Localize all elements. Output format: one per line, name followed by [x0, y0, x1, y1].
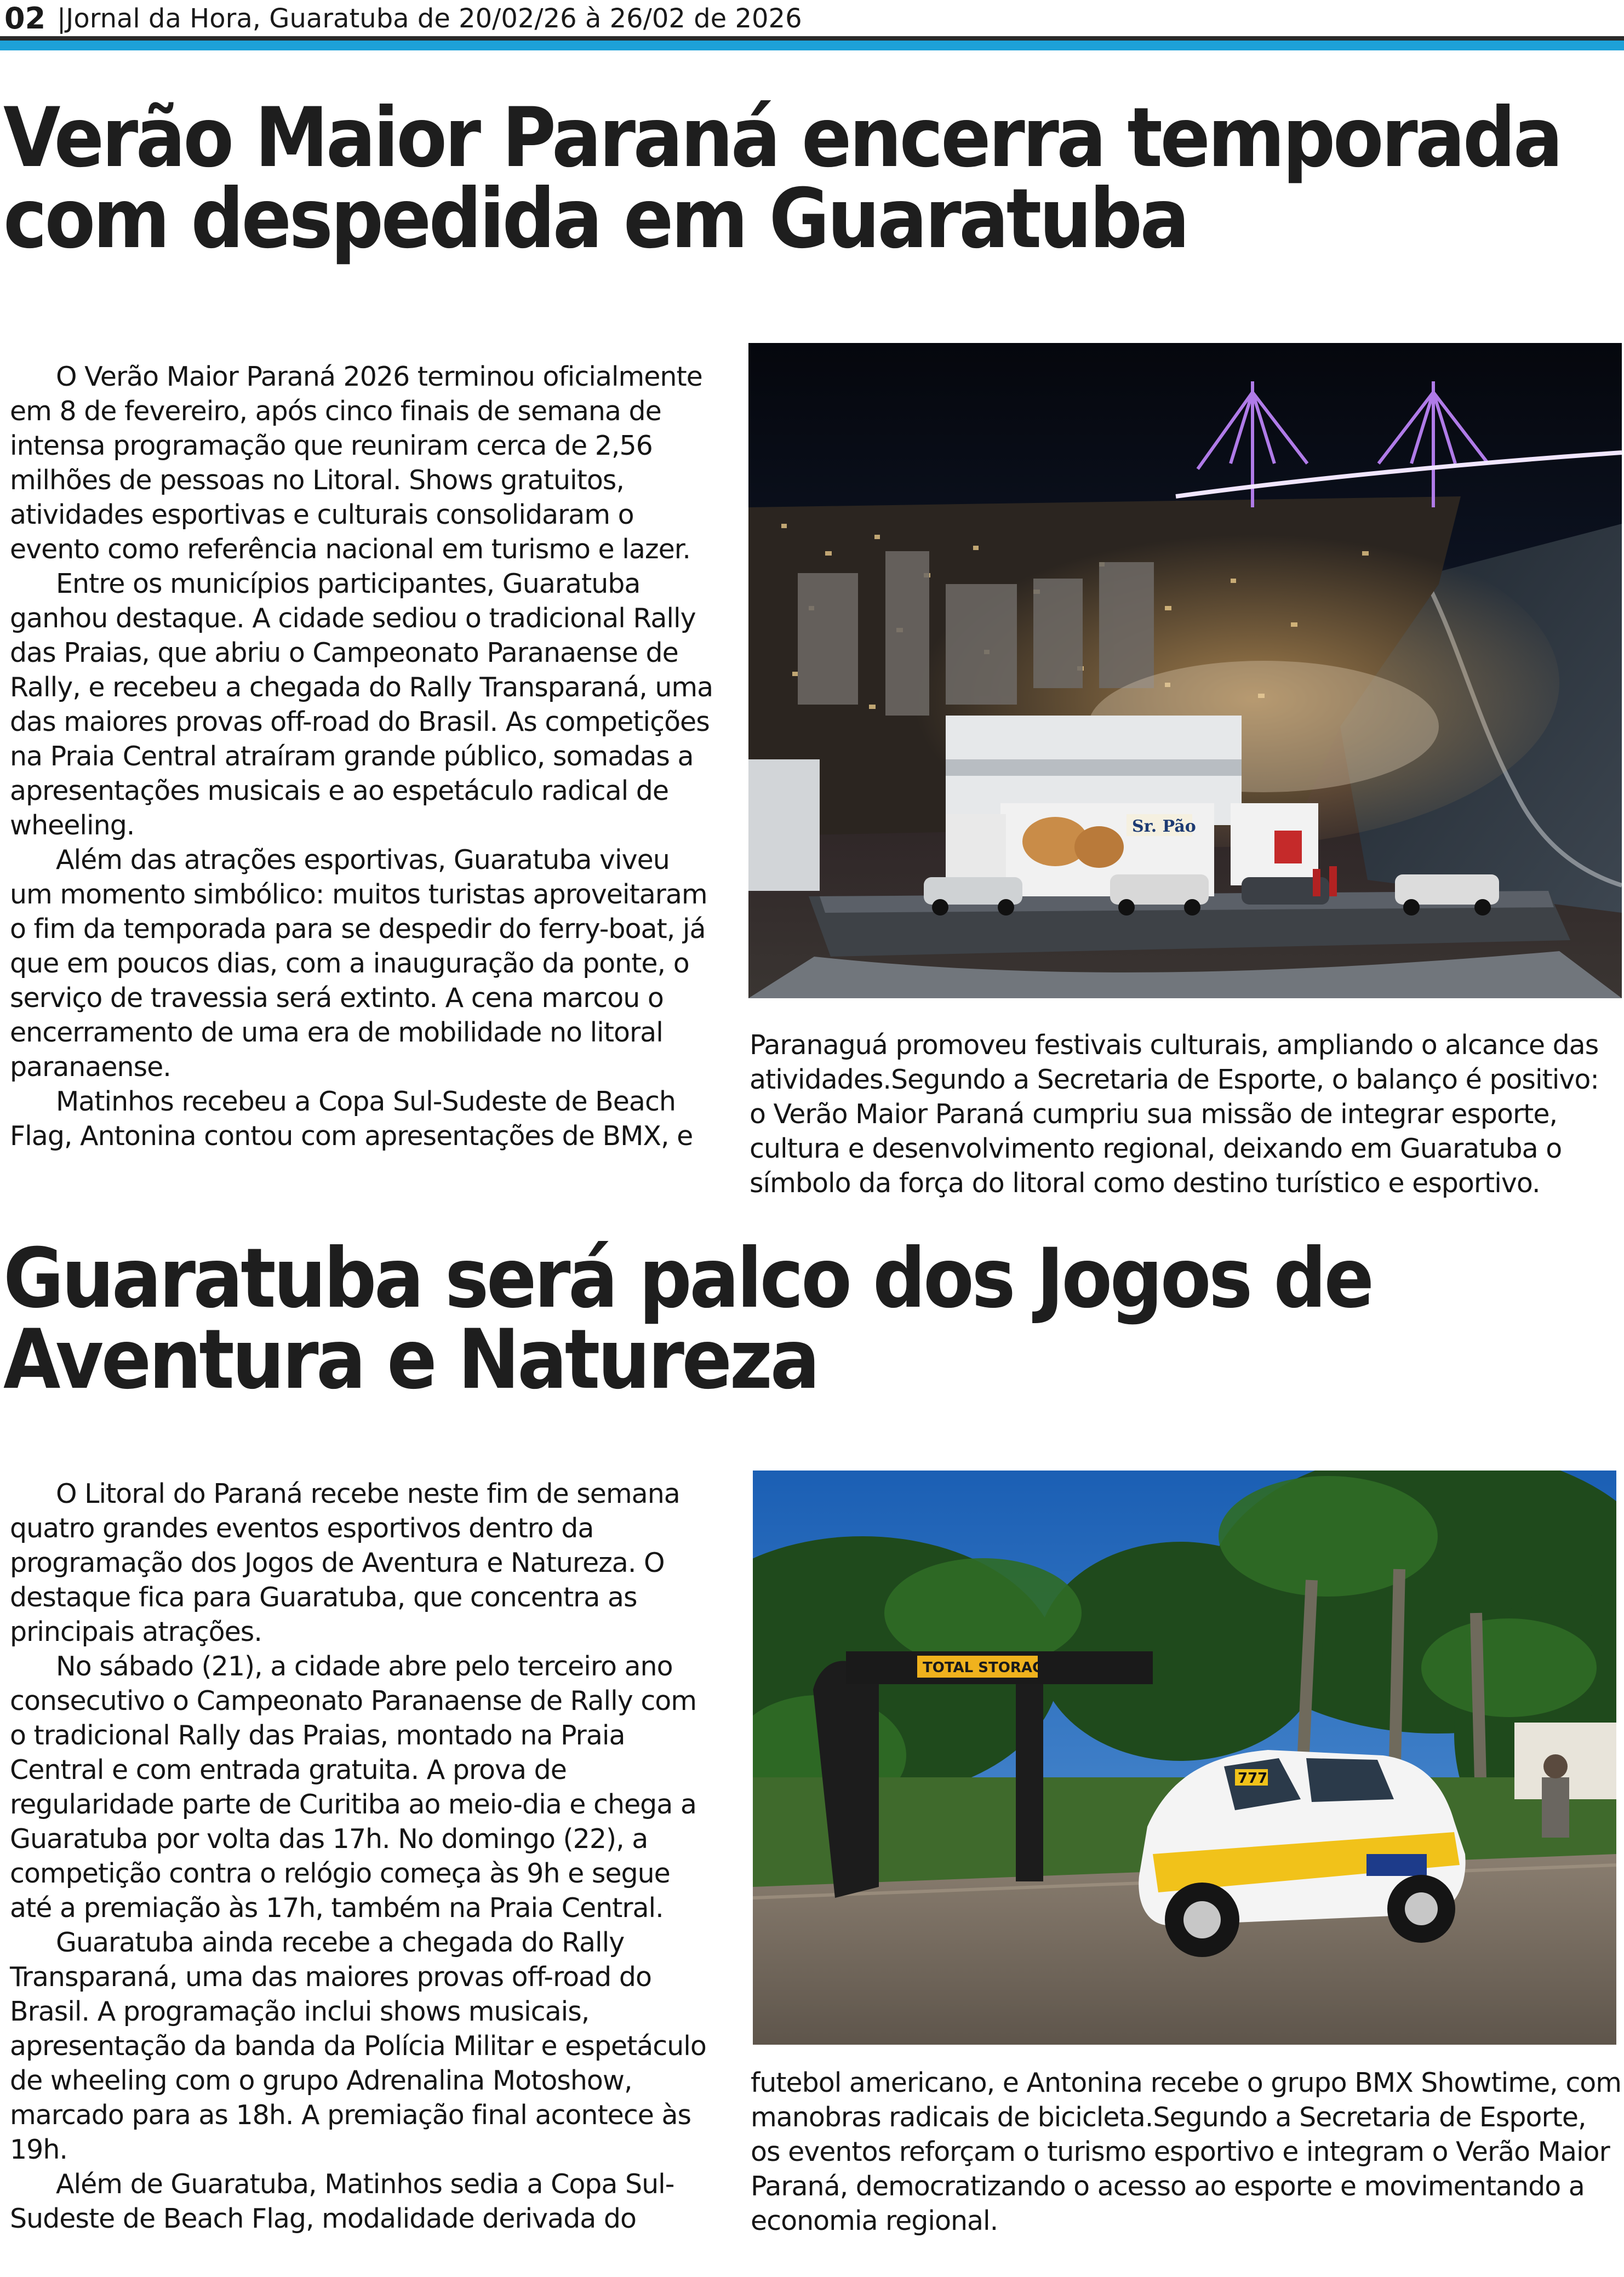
- article2-paragraph: Além de Guaratuba, Matinhos sedia a Copa Sul-Sudeste de Beach Flag, modalidade derivada do: [10, 2169, 674, 2234]
- article1-paragraph-right: Paranaguá promoveu festivais culturais, ampliando o alcance das atividades.Segundo a Secretaria de Esporte, o balanço é positivo: o Verão Maior Paraná cumpriu sua missão de integrar esporte, cultura e desenvolvimento regional, deixando em Guaratuba o símbolo da força do litoral como destino turístico e esportivo.: [750, 1029, 1599, 1199]
- article1-headline-line1: Verão Maior Paraná encerra temporada: [3, 90, 1561, 186]
- page-header: [0, 0, 1624, 50]
- article1-body-left: [10, 359, 717, 1153]
- article1-paragraph: Entre os municípios participantes, Guaratuba ganhou destaque. A cidade sediou o tradicional Rally das Praias, que abriu o Campeonato Paranaense de Rally, e recebeu a chegada do Rally Transparaná, uma das maiores provas off-road do Brasil. As competições na Praia Central atraíram grande público, somadas a apresentações musicais e ao espetáculo radical de wheeling.: [10, 568, 713, 841]
- photo1-sign-text: Sr. Pão: [1132, 817, 1196, 836]
- article1-headline: [3, 90, 1561, 267]
- article2-headline: [3, 1231, 1372, 1408]
- page-number: 02: [4, 1, 46, 36]
- article2-paragraph: O Litoral do Paraná recebe neste fim de semana quatro grandes eventos esportivos dentro da programação dos Jogos de Aventura e Natureza. O destaque fica para Guaratuba, que concentra as principais atrações.: [10, 1478, 680, 1647]
- article1-photo-night-city-ferry: [748, 343, 1622, 998]
- header-rule-dark: [0, 36, 1624, 41]
- article1-paragraph: Matinhos recebeu a Copa Sul-Sudeste de Beach Flag, Antonina contou com apresentações de BMX, e: [10, 1086, 693, 1152]
- photo2-banner-text: TOTAL STORAGE: [923, 1660, 1054, 1676]
- issue-line: |Jornal da Hora, Guaratuba de 20/02/26 à 26/02 de 2026: [57, 3, 802, 34]
- article2-body-right: [751, 2066, 1622, 2238]
- article2-photo-rally-car: [753, 1471, 1616, 2045]
- article1-paragraph: Além das atrações esportivas, Guaratuba viveu um momento simbólico: muitos turistas aproveitaram o fim da temporada para se despedir do ferry-boat, já que em poucos dias, com a inauguração da ponte, o serviço de travessia será extinto. A cena marcou o encerramento de uma era de mobilidade no litoral paranaense.: [10, 844, 707, 1083]
- article2-paragraph: Guaratuba ainda recebe a chegada do Rally Transparaná, uma das maiores provas off-road do Brasil. A programação inclui shows musicais, apresentação da banda da Polícia Militar e espetáculo de wheeling com o grupo Adrenalina Motoshow, marcado para as 18h. A premiação final acontece às 19h.: [10, 1927, 706, 2165]
- article1-paragraph: O Verão Maior Paraná 2026 terminou oficialmente em 8 de fevereiro, após cinco finais de semana de intensa programação que reuniram cerca de 2,56 milhões de pessoas no Litoral. Shows gratuitos, atividades esportivas e culturais consolidaram o evento como referência nacional em turismo e lazer.: [10, 361, 702, 565]
- article2-paragraph-right: futebol americano, e Antonina recebe o grupo BMX Showtime, com manobras radicais de bicicleta.Segundo a Secretaria de Esporte, os eventos reforçam o turismo esportivo e integram o Verão Maior Paraná, democratizando o acesso ao esporte e movimentando a economia regional.: [751, 2067, 1621, 2236]
- article2-paragraph: No sábado (21), a cidade abre pelo terceiro ano consecutivo o Campeonato Paranaense de Rally com o tradicional Rally das Praias, montado na Praia Central e com entrada gratuita. A prova de regularidade parte de Curitiba ao meio-dia e chega a Guaratuba por volta das 17h. No domingo (22), a competição contra o relógio começa às 9h e segue até a premiação às 17h, também na Praia Central.: [10, 1651, 696, 1924]
- photo2-car-number: 777: [1238, 1770, 1268, 1787]
- article2-headline-line1: Guaratuba será palco dos Jogos de: [3, 1231, 1372, 1326]
- article2-headline-line2: Aventura e Natureza: [3, 1312, 818, 1408]
- article1-body-right: [750, 1028, 1621, 1200]
- header-rule-blue: [0, 41, 1624, 50]
- article1-headline-line2: com despedida em Guaratuba: [3, 171, 1188, 267]
- article2-body-left: [10, 1477, 717, 2236]
